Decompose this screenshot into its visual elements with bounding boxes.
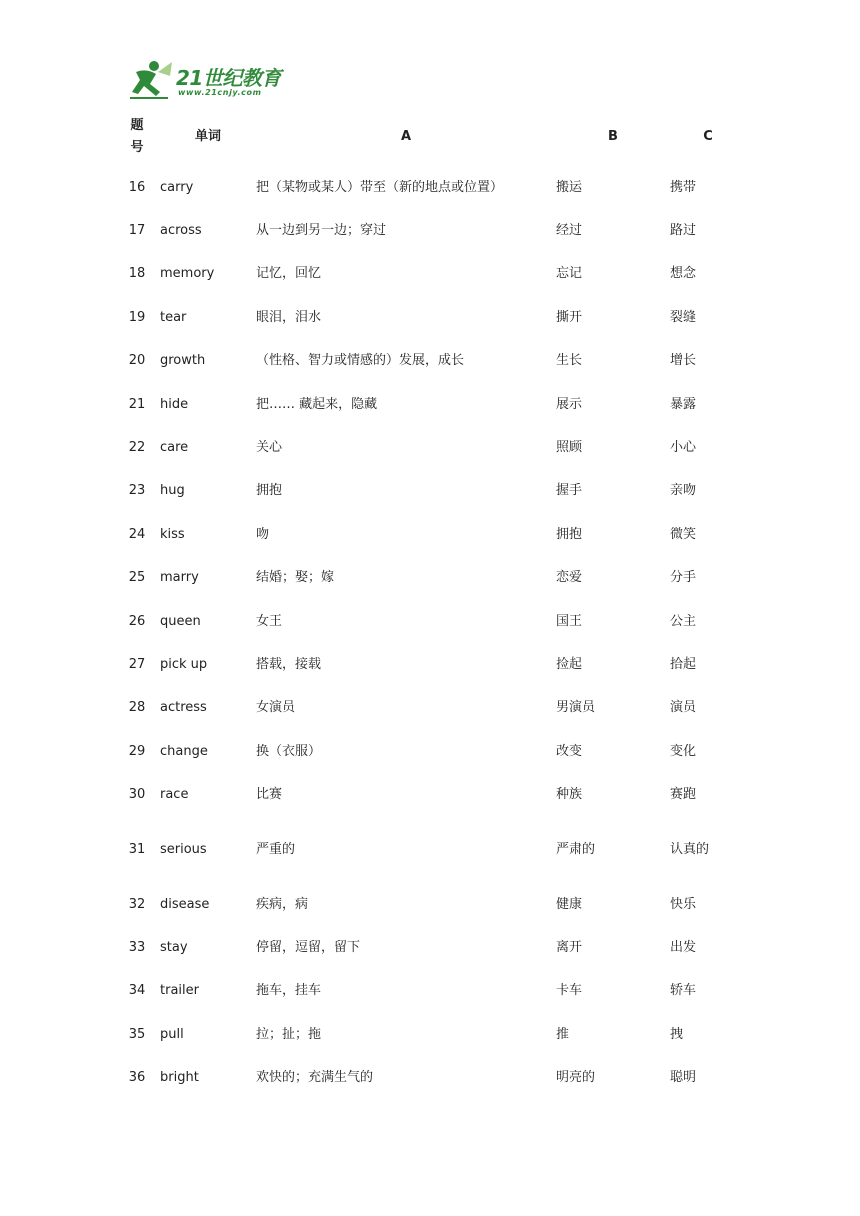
row-option-a: 结婚；娶；嫁 <box>256 570 335 586</box>
row-index: 18 <box>128 266 146 282</box>
row-option-b: 男演员 <box>556 700 596 716</box>
row-option-b: 明亮的 <box>556 1070 596 1086</box>
table-row <box>114 166 746 209</box>
row-option-c: 小心 <box>670 440 697 456</box>
row-word: across <box>160 223 202 239</box>
row-option-a: 搭载，接载 <box>256 656 322 672</box>
runner-logo-icon <box>128 58 174 102</box>
row-option-a: 严重的 <box>256 841 296 857</box>
row-index: 21 <box>128 396 146 412</box>
row-option-b: 握手 <box>556 483 583 499</box>
row-index: 35 <box>128 1026 146 1042</box>
table-row <box>114 730 746 773</box>
row-index: 22 <box>128 440 146 456</box>
row-word: kiss <box>160 526 185 542</box>
table-row <box>114 600 746 643</box>
row-option-b: 推 <box>556 1026 570 1042</box>
table-row <box>114 1056 746 1099</box>
header-b: B <box>608 129 618 144</box>
row-option-c: 轿车 <box>670 983 697 999</box>
table-row <box>114 883 746 926</box>
table-row <box>114 296 746 339</box>
row-option-c: 微笑 <box>670 526 697 542</box>
row-option-c: 公主 <box>670 613 697 629</box>
table-row <box>114 383 746 426</box>
row-word: memory <box>160 266 215 282</box>
row-option-b: 严肃的 <box>556 841 596 857</box>
row-index: 24 <box>128 526 146 542</box>
row-option-c: 暴露 <box>670 396 697 412</box>
table-row <box>114 687 746 730</box>
row-option-b: 健康 <box>556 896 583 912</box>
row-option-c: 出发 <box>670 939 697 955</box>
row-word: trailer <box>160 983 199 999</box>
row-index: 30 <box>128 787 146 803</box>
row-index: 19 <box>128 309 146 325</box>
row-option-a: 拉；扯；拖 <box>256 1026 322 1042</box>
table-row <box>114 253 746 296</box>
row-option-c: 认真的 <box>670 841 710 857</box>
header-word: 单词 <box>194 129 221 144</box>
table-row <box>114 557 746 600</box>
row-index: 33 <box>128 939 146 955</box>
row-option-a: 关心 <box>256 440 283 456</box>
row-option-c: 聪明 <box>670 1070 697 1086</box>
row-option-b: 忘记 <box>556 266 583 282</box>
row-option-b: 生长 <box>556 353 583 369</box>
table-row <box>114 643 746 686</box>
row-option-b: 恋爱 <box>556 570 583 586</box>
row-word: actress <box>160 700 207 716</box>
row-option-a: 吻 <box>256 526 270 542</box>
table-row <box>114 1013 746 1056</box>
row-index: 31 <box>128 841 146 857</box>
row-word: change <box>160 743 208 759</box>
table-row <box>114 513 746 556</box>
row-word: disease <box>160 896 210 912</box>
row-option-c: 演员 <box>670 700 697 716</box>
vocab-table <box>114 108 746 1100</box>
row-option-a: 把（某物或某人）带至（新的地点或位置） <box>256 179 504 195</box>
logo-text: 21世纪教育 <box>176 66 281 90</box>
row-index: 17 <box>128 223 146 239</box>
row-word: pick up <box>160 656 208 672</box>
logo-url: www.21cnjy.com <box>178 88 262 97</box>
row-option-a: 停留，逗留，留下 <box>256 939 361 955</box>
row-word: marry <box>160 570 199 586</box>
site-logo <box>128 58 288 102</box>
row-option-c: 分手 <box>670 570 697 586</box>
row-option-b: 经过 <box>556 223 583 239</box>
row-index: 28 <box>128 700 146 716</box>
header-c: C <box>703 129 713 144</box>
row-index: 16 <box>128 179 146 195</box>
row-word: hide <box>160 396 189 412</box>
row-option-c: 拾起 <box>670 656 697 672</box>
row-index: 23 <box>128 483 146 499</box>
row-option-a: （性格、智力或情感的）发展，成长 <box>256 353 465 369</box>
row-index: 20 <box>128 353 146 369</box>
row-word: care <box>160 440 189 456</box>
row-option-a: 疾病，病 <box>256 896 309 912</box>
row-option-b: 国王 <box>556 613 583 629</box>
row-word: stay <box>160 939 188 955</box>
row-option-c: 想念 <box>670 266 697 282</box>
row-word: tear <box>160 309 187 325</box>
row-option-c: 增长 <box>670 353 697 369</box>
row-index: 25 <box>128 570 146 586</box>
row-word: growth <box>160 353 206 369</box>
row-option-a: 女王 <box>256 613 283 629</box>
row-option-c: 快乐 <box>670 896 697 912</box>
row-option-c: 亲吻 <box>670 483 697 499</box>
row-option-a: 拖车，挂车 <box>256 983 322 999</box>
row-option-c: 路过 <box>670 223 697 239</box>
table-row <box>114 970 746 1013</box>
table-row <box>114 426 746 469</box>
row-index: 32 <box>128 896 146 912</box>
row-option-a: 记忆，回忆 <box>256 266 322 282</box>
row-index: 29 <box>128 743 146 759</box>
row-word: race <box>160 787 189 803</box>
row-option-c: 携带 <box>670 179 697 195</box>
row-word: hug <box>160 483 185 499</box>
row-option-b: 卡车 <box>556 983 583 999</box>
row-word: queen <box>160 613 201 629</box>
header-a: A <box>400 129 412 144</box>
row-option-b: 搬运 <box>556 179 583 195</box>
row-option-a: 欢快的；充满生气的 <box>256 1070 374 1086</box>
row-option-b: 照顾 <box>556 440 583 456</box>
row-option-a: 比赛 <box>256 787 283 803</box>
table-row <box>114 817 746 883</box>
row-option-a: 从一边到另一边；穿过 <box>256 223 387 239</box>
table-row <box>114 773 746 816</box>
row-word: serious <box>160 841 207 857</box>
table-row <box>114 926 746 969</box>
table-row <box>114 340 746 383</box>
row-option-b: 改变 <box>556 743 583 759</box>
row-option-c: 变化 <box>670 743 697 759</box>
row-index: 27 <box>128 656 146 672</box>
row-word: carry <box>160 179 194 195</box>
row-index: 36 <box>128 1070 146 1086</box>
table-row <box>114 470 746 513</box>
row-word: bright <box>160 1070 199 1086</box>
row-option-b: 离开 <box>556 939 583 955</box>
row-option-a: 女演员 <box>256 700 296 716</box>
row-option-a: 换（衣服） <box>256 743 322 759</box>
row-index: 26 <box>128 613 146 629</box>
row-index: 34 <box>128 983 146 999</box>
row-option-b: 展示 <box>556 396 583 412</box>
row-word: pull <box>160 1026 184 1042</box>
header-index: 题号 <box>130 118 144 155</box>
row-option-b: 种族 <box>556 787 583 803</box>
row-option-a: 把…… 藏起来，隐藏 <box>256 396 378 412</box>
row-option-b: 撕开 <box>556 309 583 325</box>
row-option-b: 捡起 <box>556 656 583 672</box>
row-option-c: 裂缝 <box>670 309 697 325</box>
row-option-a: 眼泪，泪水 <box>256 309 322 325</box>
row-option-c: 拽 <box>670 1026 684 1042</box>
table-row <box>114 209 746 252</box>
row-option-c: 赛跑 <box>670 787 697 803</box>
table-header-row <box>114 108 746 166</box>
row-option-a: 拥抱 <box>256 483 283 499</box>
row-option-b: 拥抱 <box>556 526 583 542</box>
